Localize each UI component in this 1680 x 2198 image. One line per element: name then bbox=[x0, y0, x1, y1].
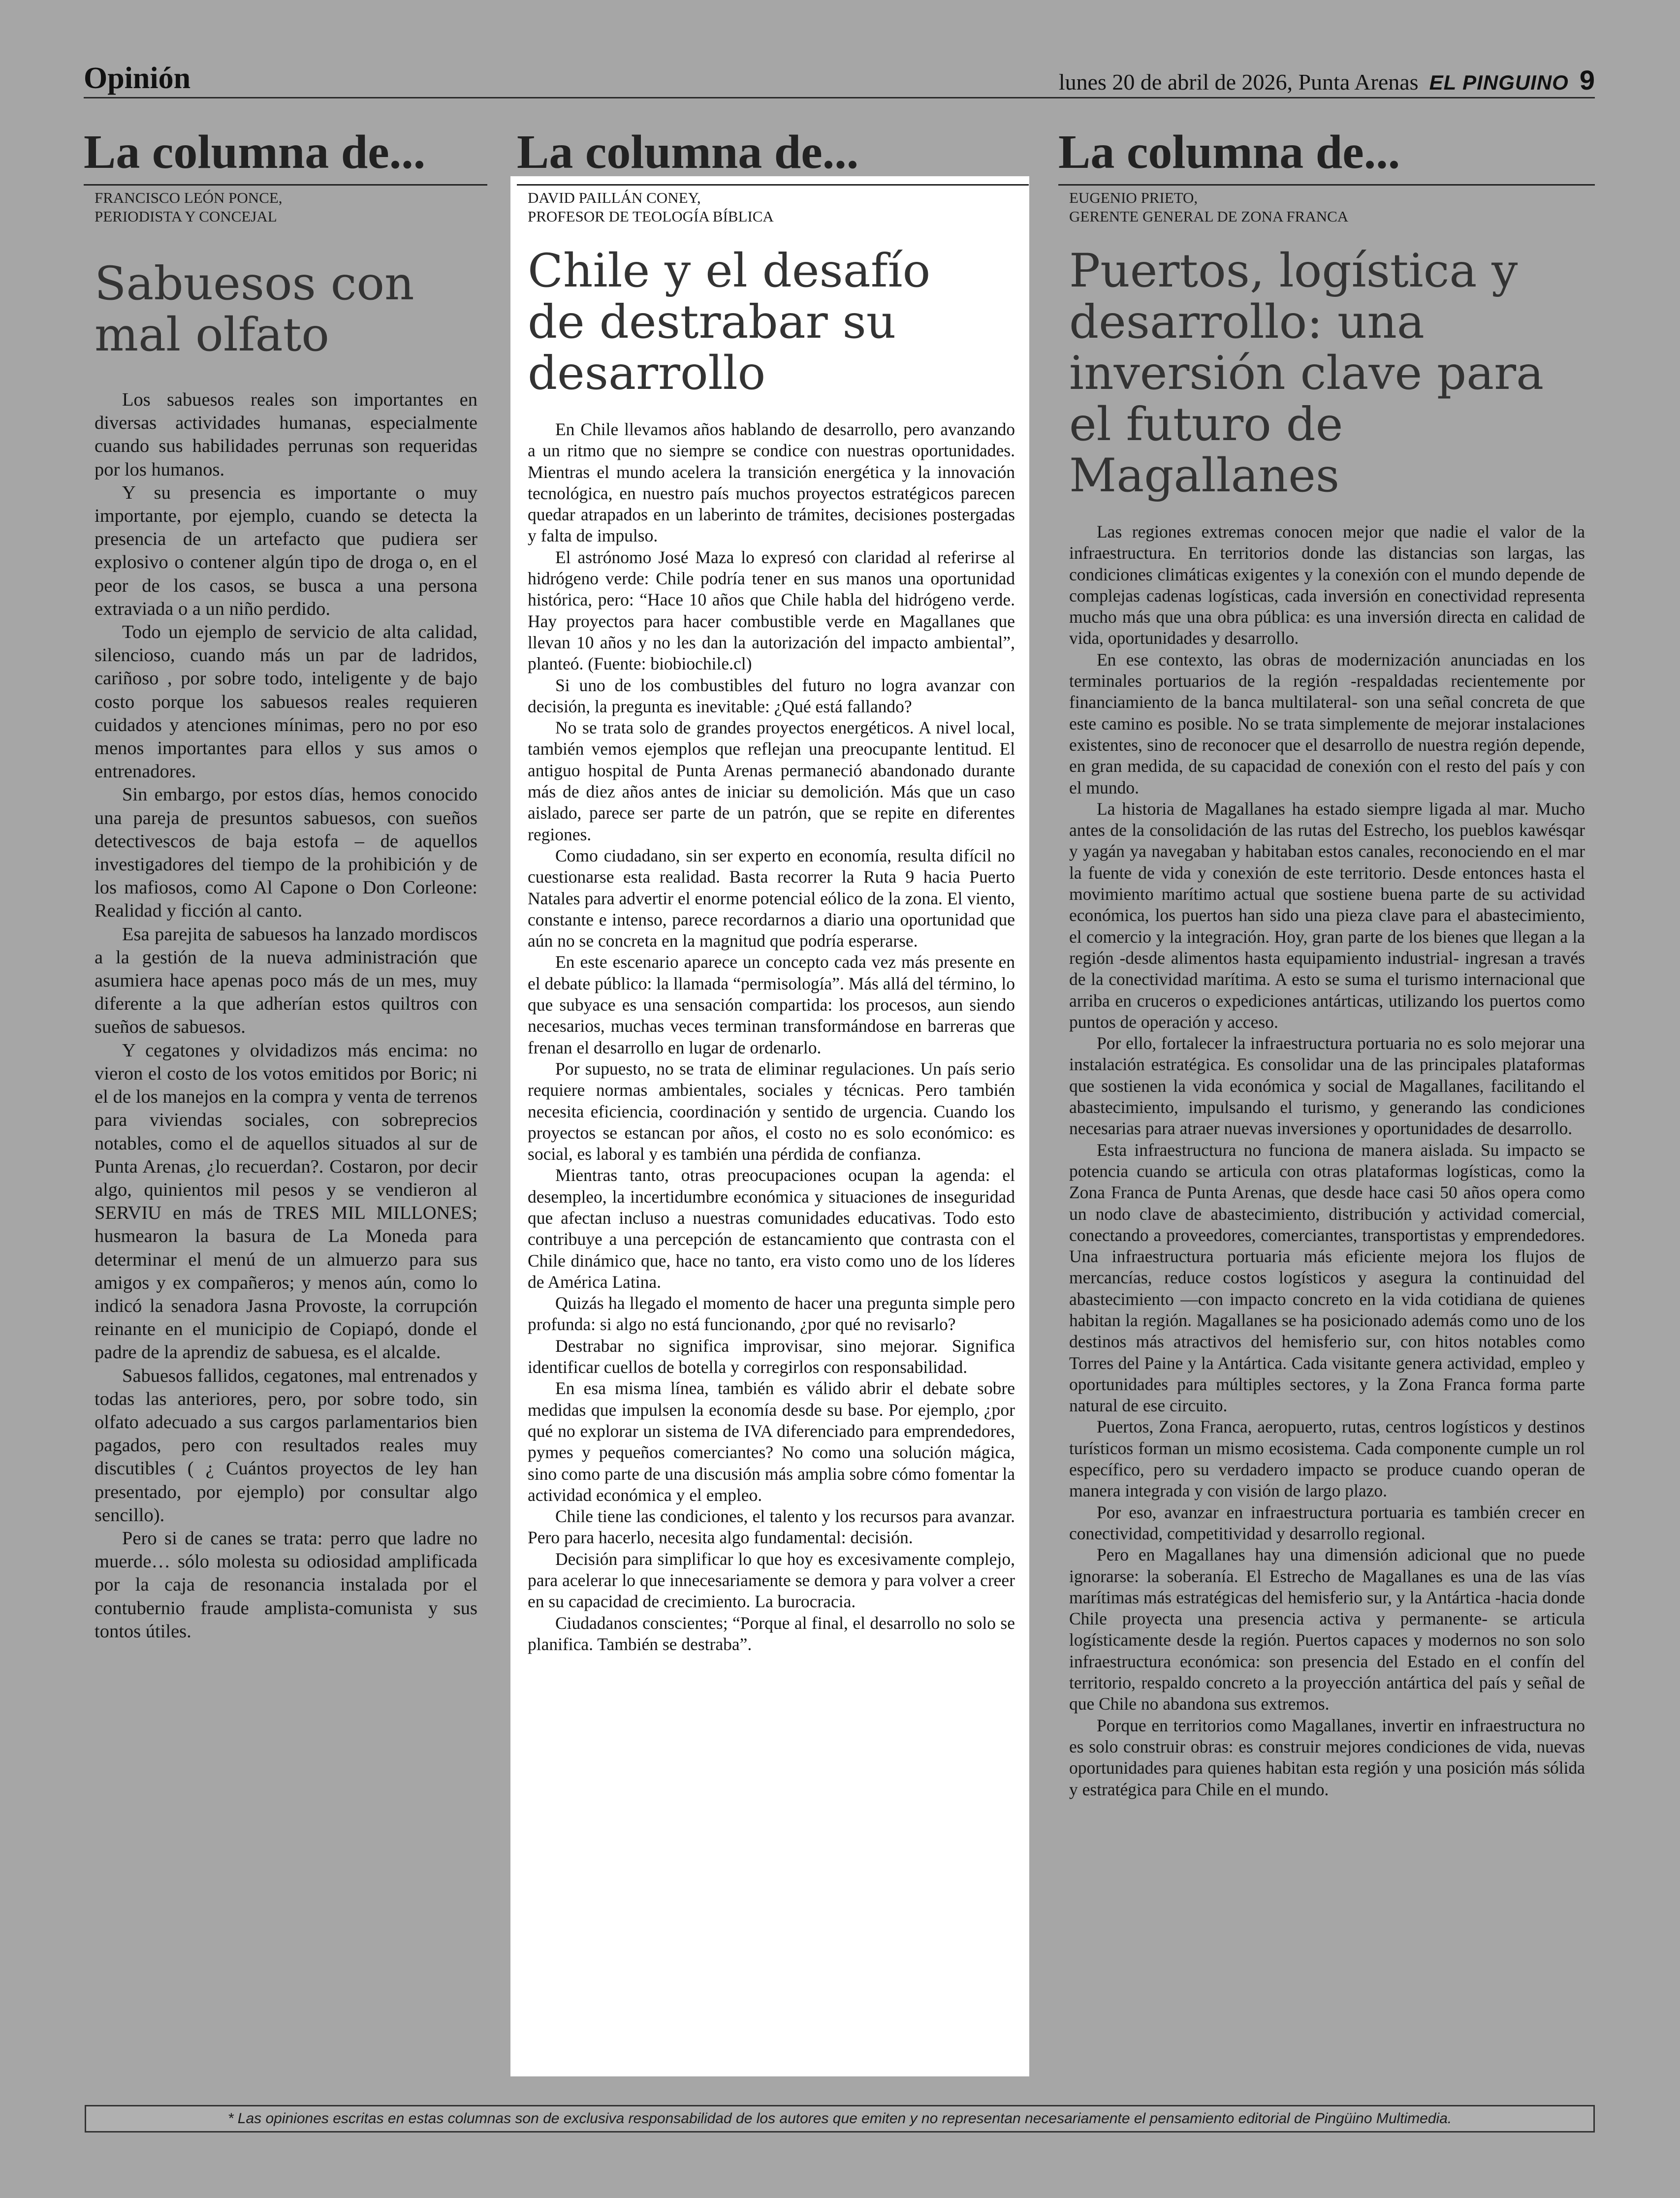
column-kicker: La columna de... bbox=[1058, 126, 1400, 179]
article-body bbox=[517, 419, 1015, 1655]
column-kicker: La columna de... bbox=[84, 126, 426, 179]
paragraph: Pero en Magallanes hay una dimensión adicional que no puede ignorarse: la soberanía. El Estrecho de Magallanes es una de las vías marítimas más estratégicas del hemisferio sur, y la Antártica -hacia donde Chile proyecta una presencia activa y permanente- se articula logísticamente desde la región. Puertos capaces y modernos no son solo infraestructura económica: son presencia del Estado en el confín del territorio, respaldo concreto a la proyección antártica del país y señal de que Chile no abandona sus extremos. bbox=[1069, 1545, 1585, 1714]
page-number: 9 bbox=[1579, 64, 1595, 96]
article-headline: Sabuesos con mal olfato bbox=[95, 257, 414, 362]
newspaper-logo: EL PINGUINO bbox=[1429, 71, 1569, 94]
header-meta bbox=[1059, 64, 1595, 96]
section-label: Opinión bbox=[84, 62, 191, 95]
paragraph: La historia de Magallanes ha estado siempre ligada al mar. Mucho antes de la consolidación de las rutas del Estrecho, los pueblos kawésqar y yagán ya navegaban y habitaban estos canales, reconociendo en el mar la fuente de vida y conexión de este territorio. Desde entonces hasta el movimiento marítimo actual que sostiene buena parte de su actividad económica, los puertos han sido una pieza clave para el abastecimiento, el comercio y la integración. Hoy, gran parte de los bienes que llegan a la región -desde alimentos hasta equipamiento industrial- ingresan a través de la conectividad marítima. A esto se suma el turismo internacional que arriba en cruceros o expediciones antárticas, utilizando los puertos como puntos de operación y acceso. bbox=[1069, 798, 1585, 1032]
paragraph: Los sabuesos reales son importantes en diversas actividades humanas, especialmente cuando sus habilidades perrunas son requeridas por los humanos. bbox=[95, 389, 477, 480]
page-header bbox=[84, 60, 1595, 98]
author-byline bbox=[84, 186, 487, 226]
paragraph: Decisión para simplificar lo que hoy es excesivamente complejo, para acelerar lo que innecesariamente se demora y para volver a creer en su capacidad de crecimiento. La burocracia. bbox=[528, 1549, 1015, 1612]
paragraph: El astrónomo José Maza lo expresó con claridad al referirse al hidrógeno verde: Chile podría tener en sus manos una oportunidad histórica, pero: “Hace 10 años que Chile habla del hidrógeno verde. Hay proyectos para hacer combustible verde en Magallanes que llevan 10 años y no les dan la autorización del impacto ambiental”, planteó. (Fuente: biobiochile.cl) bbox=[528, 547, 1015, 674]
paragraph: Mientras tanto, otras preocupaciones ocupan la agenda: el desempleo, la incertidumbre económica y situaciones de inseguridad que afectan incluso a nuestras comunidades educativas. Todo esto contribuye a una percepción de estancamiento que contrasta con el Chile dinámico que, hace no tanto, era visto como uno de los líderes de América Latina. bbox=[528, 1165, 1015, 1292]
author-name: FRANCISCO LEÓN PONCE, bbox=[95, 189, 283, 206]
paragraph: Por eso, avanzar en infraestructura portuaria es también crecer en conectividad, competitividad y desarrollo regional. bbox=[1069, 1502, 1585, 1543]
author-role: PERIODISTA Y CONCEJAL bbox=[95, 208, 277, 225]
paragraph: Por supuesto, no se trata de eliminar regulaciones. Un país serio requiere normas ambientales, sociales y técnicas. Pero también necesita eficiencia, coordinación y sentido de urgencia. Cuando los proyectos se estancan por años, el costo no es solo económico: es social, es laboral y es también una pérdida de confianza. bbox=[528, 1058, 1015, 1164]
paragraph: Si uno de los combustibles del futuro no logra avanzar con decisión, la pregunta es inevitable: ¿Qué está fallando? bbox=[528, 675, 1015, 716]
paragraph: Y su presencia es importante o muy importante, por ejemplo, cuando se detecta la presencia de un artefacto que pudiera ser explosivo o contener algún tipo de droga o, en el peor de los casos, se busca a una persona extraviada o a un niño perdido. bbox=[95, 482, 477, 619]
article-body bbox=[1058, 521, 1585, 1800]
paragraph: No se trata solo de grandes proyectos energéticos. A nivel local, también vemos ejemplos que reflejan una preocupante lentitud. El antiguo hospital de Punta Arenas permaneció abandonado durante más de diez años antes de iniciar su demolición. Más que un caso aislado, parece ser parte de un patrón, que se repite en diferentes regiones. bbox=[528, 718, 1015, 844]
paragraph: En Chile llevamos años hablando de desarrollo, pero avanzando a un ritmo que no siempre se condice con nuestras oportunidades. Mientras el mundo acelera la transición energética y la innovación tecnológica, en nuestro país muchos proyectos estratégicos parecen quedar atrapados en un laberinto de trámites, decisiones postergadas y falta de impulso. bbox=[528, 419, 1015, 546]
author-name: DAVID PAILLÁN CONEY, bbox=[528, 189, 701, 206]
issue-date: lunes 20 de abril de 2026, Punta Arenas bbox=[1058, 69, 1419, 95]
disclaimer-box bbox=[85, 2105, 1595, 2133]
paragraph: Sabuesos fallidos, cegatones, mal entrenados y todas las anteriores, pero, por sobre todo, sin olfato adecuado a sus cargos parlamentarios bien pagados, pero con resultados reales muy discutibles ( ¿ Cuántos proyectos de ley han presentado, por ejemplo) por consultar algo sencillo). bbox=[95, 1365, 477, 1526]
paragraph: Como ciudadano, sin ser experto en economía, resulta difícil no cuestionarse esta realidad. Basta recorrer la Ruta 9 hacia Puerto Natales para advertir el enorme potencial eólico de la zona. El viento, constante e intenso, parece recordarnos a diario una oportunidad que aún no se concreta en la magnitud que podría esperarse. bbox=[528, 845, 1015, 951]
paragraph: Pero si de canes se trata: perro que ladre no muerde… sólo molesta su odiosidad amplificada por la caja de resonancia instalada por el contubernio fraude amplista-comunista y sus tontos útiles. bbox=[95, 1528, 477, 1642]
paragraph: Por ello, fortalecer la infraestructura portuaria no es solo mejorar una instalación estratégica. Es consolidar una de las principales plataformas que sostienen la vida económica y social de Magallanes, facilitando el abastecimiento, impulsando el turismo, y generando las condiciones necesarias para atraer nuevas inversiones y oportunidades de desarrollo. bbox=[1069, 1033, 1585, 1139]
column-kicker: La columna de... bbox=[517, 126, 859, 179]
paragraph: Sin embargo, por estos días, hemos conocido una pareja de presuntos sabuesos, con sueños detectivescos de baja estofa – de aquellos investigadores del tiempo de la prohibición y de los mafiosos, como Al Capone o Don Corleone: Realidad y ficción al canto. bbox=[95, 784, 477, 922]
paragraph: Las regiones extremas conocen mejor que nadie el valor de la infraestructura. En territorios donde las distancias son largas, las condiciones climáticas exigentes y la conexión con el mundo depende de complejas cadenas logísticas, cada inversión en conectividad representa mucho más que una obra pública: es una inversión directa en calidad de vida, oportunidades y desarrollo. bbox=[1069, 522, 1585, 648]
paragraph: Ciudadanos conscientes; “Porque al final, el desarrollo no solo se planifica. También se destraba”. bbox=[528, 1613, 1015, 1654]
column-2 bbox=[517, 128, 1029, 1655]
author-byline bbox=[517, 186, 1029, 226]
paragraph: Destrabar no significa improvisar, sino mejorar. Significa identificar cuellos de botella y corregirlos con responsabilidad. bbox=[528, 1336, 1015, 1377]
column-3 bbox=[1058, 128, 1595, 1800]
paragraph: Todo un ejemplo de servicio de alta calidad, silencioso, cuando más un par de ladridos, cariñoso , por sobre todo, inteligente y de bajo costo porque los sabuesos reales requieren cuidados y atenciones mínimas, pero no por eso menos importantes para ellos y sus amos o entrenadores. bbox=[95, 622, 477, 782]
disclaimer-text: * Las opiniones escritas en estas columnas son de exclusiva responsabilidad de los autores que emiten y no representan necesariamente el pensamiento editorial de Pingüino Multimedia. bbox=[227, 2110, 1452, 2127]
column-1 bbox=[84, 128, 487, 1643]
article-headline: Puertos, logística y desarrollo: una inversión clave para el futuro de Magallanes bbox=[1069, 244, 1544, 503]
paragraph: Porque en territorios como Magallanes, invertir en infraestructura no es solo construir obras: es construir mejores condiciones de vida, nuevas oportunidades para quienes habitan esta región y una posición más sólida y estratégica para Chile en el mundo. bbox=[1069, 1715, 1585, 1799]
paragraph: Y cegatones y olvidadizos más encima: no vieron el costo de los votos emitidos por Boric; ni el de los manejos en la compra y venta de terrenos para viviendas sociales, con sobreprecios notables, como el de aquellos situados al sur de Punta Arenas, ¿lo recuerdan?. Costaron, por decir algo, quinientos mil pesos y se vendieron al SERVIU en más de TRES MIL MILLONES; husmearon la basura de La Moneda para determinar el menú de un almuerzo para sus amigos y ex compañeros; y menos aún, como lo indicó la senadora Jasna Provoste, la corrupción reinante en el municipio de Copiapó, donde el padre de la aprendiz de sabuesa, es el alcalde. bbox=[95, 1040, 477, 1363]
author-role: PROFESOR DE TEOLOGÍA BÍBLICA bbox=[528, 208, 774, 225]
paragraph: Esa parejita de sabuesos ha lanzado mordiscos a la gestión de la nueva administración que asumiera hace apenas poco más de un mes, muy diferente a la que adherían estos quiltros con sueños de sabuesos. bbox=[95, 924, 477, 1038]
article-body bbox=[84, 388, 477, 1643]
author-name: EUGENIO PRIETO, bbox=[1069, 189, 1198, 206]
paragraph: Puertos, Zona Franca, aeropuerto, rutas, centros logísticos y destinos turísticos forman un mismo ecosistema. Cada componente cumple un rol específico, pero su verdadero impacto se produce cuando operan de manera integrada y con visión de largo plazo. bbox=[1069, 1417, 1585, 1501]
paragraph: En esa misma línea, también es válido abrir el debate sobre medidas que impulsen la economía desde su base. Por ejemplo, ¿por qué no explorar un sistema de IVA diferenciado para emprendedores, pymes y pequeños comerciantes? No como una solución mágica, sino como parte de una discusión más amplia sobre cómo fomentar la actividad económica y el empleo. bbox=[528, 1378, 1015, 1505]
article-headline: Chile y el desafío de destrabar su desarrollo bbox=[528, 244, 931, 400]
author-byline bbox=[1058, 186, 1595, 226]
paragraph: Chile tiene las condiciones, el talento y los recursos para avanzar. Pero para hacerlo, necesita algo fundamental: decisión. bbox=[528, 1506, 1015, 1548]
paragraph: En este escenario aparece un concepto cada vez más presente en el debate público: la llamada “permisología”. Más allá del término, lo que subyace es una sensación compartida: los procesos, aun siendo necesarios, muchas veces terminan transformándose en barreras que frenan el desarrollo en lugar de ordenarlo. bbox=[528, 952, 1015, 1057]
paragraph: Quizás ha llegado el momento de hacer una pregunta simple pero profunda: si algo no está funcionando, ¿por qué no revisarlo? bbox=[528, 1293, 1015, 1335]
author-role: GERENTE GENERAL DE ZONA FRANCA bbox=[1069, 208, 1349, 225]
paragraph: En ese contexto, las obras de modernización anunciadas en los terminales portuarios de la región -respaldadas recientemente por financiamiento de la banca multilateral- son una señal concreta de que este camino es posible. No se trata simplemente de mejorar instalaciones existentes, sino de reconocer que el desarrollo de nuestra región depende, en gran medida, de su capacidad de conexión con el resto del país y con el mundo. bbox=[1069, 649, 1585, 797]
paragraph: Esta infraestructura no funciona de manera aislada. Su impacto se potencia cuando se articula con otras plataformas logísticas, como la Zona Franca de Punta Arenas, que desde hace casi 50 años opera como un nodo clave de abastecimiento, distribución y actividad comercial, conectando a proveedores, comerciantes, transportistas y emprendedores. Una infraestructura portuaria más eficiente mejora los flujos de mercancías, reduce costos logísticos y asegura la continuidad del abastecimiento —con impacto concreto en la vida cotidiana de quienes habitan la región. Magallanes se ha posicionado además como uno de los destinos más atractivos del hemisferio sur, con hitos notables como Torres del Paine y la Antártica. Cada visitante genera actividad, empleo y oportunidades para múltiples sectores, y la Zona Franca forma parte natural de ese circuito. bbox=[1069, 1140, 1585, 1416]
